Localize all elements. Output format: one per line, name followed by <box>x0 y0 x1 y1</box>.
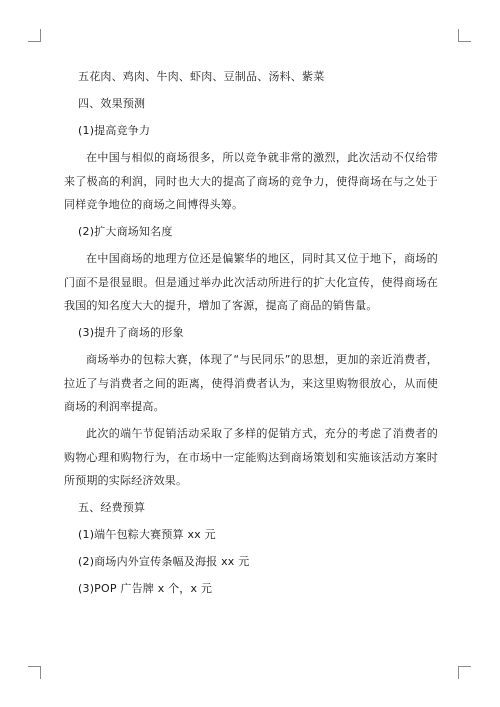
crop-mark-bottom-right <box>458 666 471 679</box>
crop-mark-top-left <box>28 29 41 42</box>
body-paragraph-awareness: 在中国商场的地理方位还是偏繁华的地区，同时其又位于地下，商场的门面不是很显眼。但是通过举办此次活动所进行的扩大化宣传，使得商场在我国的知名度大大的提升，增加了客源，提高了商品的销售量。 <box>64 252 438 312</box>
crop-mark-top-right <box>458 29 471 42</box>
section-heading-budget: 五、经费预算 <box>78 501 146 514</box>
subheading-image: (3)提升了商场的形象 <box>78 326 184 339</box>
budget-item: (2)商场内外宣传条幅及海报 xx 元 <box>78 555 250 568</box>
body-paragraph-competitiveness: 在中国与相似的商场很多，所以竞争就非常的激烈，此次活动不仅给带来了极高的利润，同时也大大的提高了商场的竞争力，使得商场在与之处于同样竞争地位的商场之间博得头筹。 <box>64 151 438 211</box>
crop-mark-bottom-left <box>28 666 41 679</box>
document-page <box>64 65 438 601</box>
body-paragraph-image: 商场举办的包粽大赛，体现了“与民同乐”的思想，更加的亲近消费者，拉近了与消费者之间的距离，使得消费者认为，来这里购物很放心，从而使商场的利润率提高。 <box>64 353 438 413</box>
ingredient-list: 五花肉、鸡肉、牛肉、虾肉、豆制品、汤料、紫菜 <box>78 70 325 83</box>
subheading-awareness: (2)扩大商场知名度 <box>78 225 173 238</box>
section-heading-effect-forecast: 四、效果预测 <box>78 97 146 110</box>
budget-item: (1)端午包粽大赛预算 xx 元 <box>78 528 216 541</box>
body-paragraph-summary: 此次的端午节促销活动采取了多样的促销方式，充分的考虑了消费者的购物心理和购物行为，在市场中一定能购达到商场策划和实施该活动方案时所预期的实际经济效果。 <box>64 427 438 487</box>
subheading-competitiveness: (1)提高竞争力 <box>78 124 151 137</box>
budget-item: (3)POP 广告牌 x 个，x 元 <box>78 582 213 595</box>
